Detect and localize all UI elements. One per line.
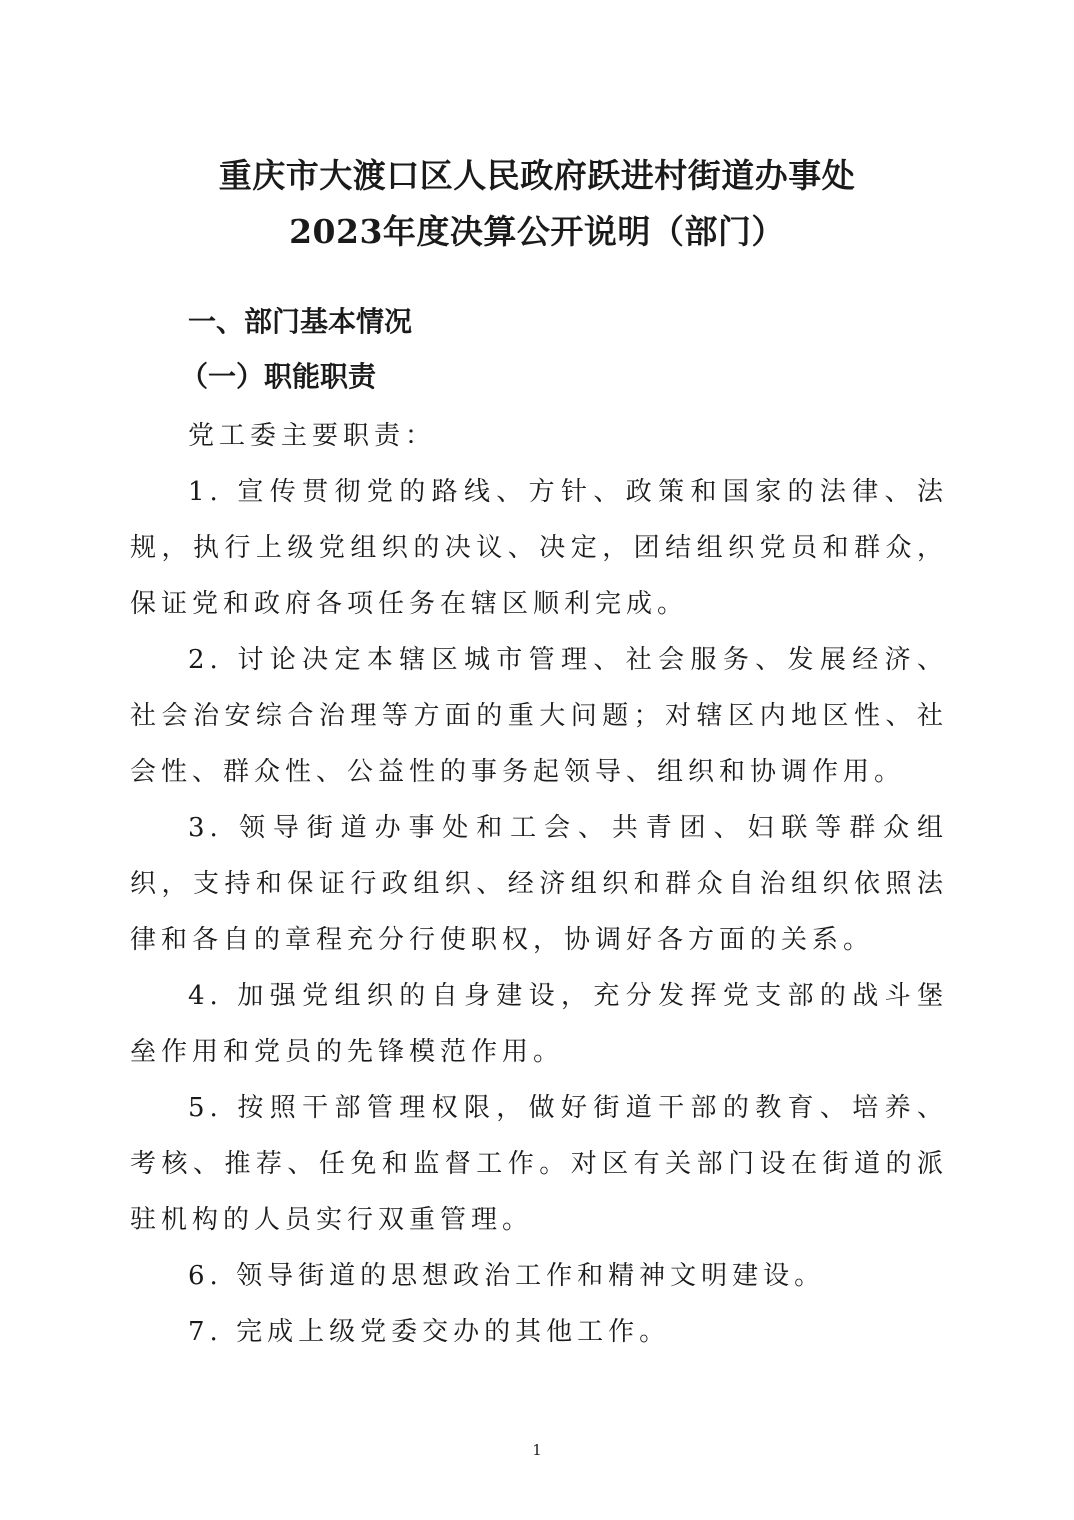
document-title-line-1: 重庆市大渡口区人民政府跃进村街道办事处 (218, 156, 856, 195)
duty-item-4: 4. 加强党组织的自身建设，充分发挥党支部的战斗堡垒作用和党员的先锋模范作用。 (130, 981, 948, 1067)
section-heading: 一、部门基本情况 (188, 305, 413, 338)
duty-item-6: 6. 领导街道的思想政治工作和精神文明建设。 (188, 1261, 826, 1291)
duty-item-1: 1. 宣传贯彻党的路线、方针、政策和国家的法律、法规，执行上级党组织的决议、决定，团结组织党员和群众，保证党和政府各项任务在辖区顺利完成。 (130, 477, 948, 619)
duty-item-5: 5. 按照干部管理权限，做好街道干部的教育、培养、考核、推荐、任免和监督工作。对区有关部门设在街道的派驻机构的人员实行双重管理。 (130, 1093, 948, 1235)
duty-item-3: 3. 领导街道办事处和工会、共青团、妇联等群众组织，支持和保证行政组织、经济组织和群众自治组织依照法律和各自的章程充分行使职权，协调好各方面的关系。 (130, 813, 948, 955)
page-number: 1 (532, 1441, 542, 1459)
intro-paragraph: 党工委主要职责： (188, 421, 437, 451)
subsection-heading: （一）职能职责 (180, 360, 377, 393)
duty-item-2: 2. 讨论决定本辖区城市管理、社会服务、发展经济、社会治安综合治理等方面的重大问题；对辖区内地区性、社会性、群众性、公益性的事务起领导、组织和协调作用。 (130, 645, 948, 787)
document-title-line-2: 2023年度决算公开说明（部门） (289, 212, 785, 251)
duty-item-7: 7. 完成上级党委交办的其他工作。 (188, 1317, 671, 1347)
